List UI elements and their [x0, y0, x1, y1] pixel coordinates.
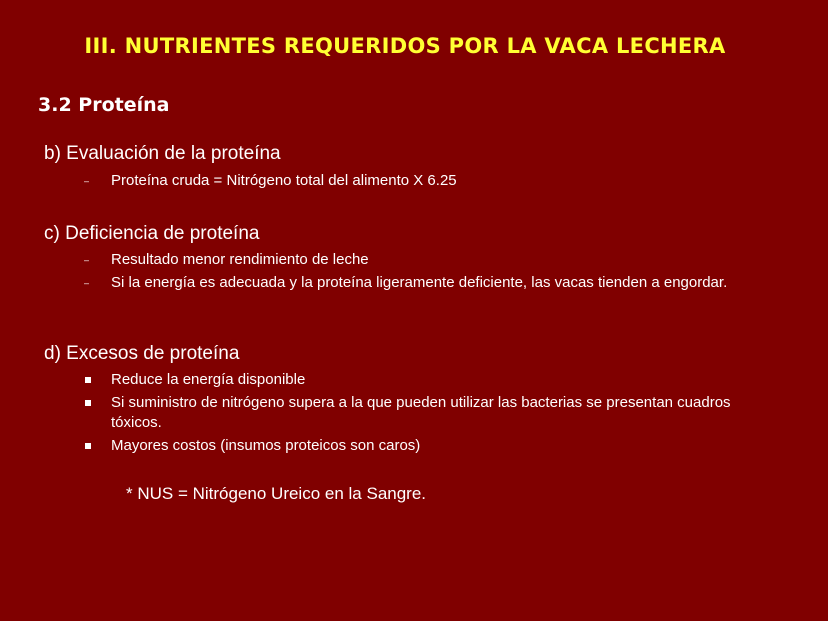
slide-subtitle: 3.2 Proteína: [38, 94, 170, 116]
list-item: – Si la energía es adecuada y la proteína ligeramente deficiente, las vacas tienden a engordar.: [84, 273, 766, 293]
slide-title: III. NUTRIENTES REQUERIDOS POR LA VACA LECHERA: [84, 34, 726, 58]
section-list-excesos: [84, 370, 766, 459]
list-item: – Proteína cruda = Nitrógeno total del alimento X 6.25: [84, 171, 766, 191]
list-item: Mayores costos (insumos proteicos son caros): [84, 436, 766, 456]
list-item: Reduce la energía disponible: [84, 370, 766, 390]
list-item: Si suministro de nitrógeno supera a la que pueden utilizar las bacterias se presentan cuadros tóxicos.: [84, 393, 766, 433]
section-heading-excesos: d) Excesos de proteína: [44, 343, 240, 364]
section-heading-deficiencia: c) Deficiencia de proteína: [44, 223, 260, 244]
list-item: – Resultado menor rendimiento de leche: [84, 250, 766, 270]
section-heading-evaluacion: b) Evaluación de la proteína: [44, 143, 281, 164]
section-list-deficiencia: [84, 250, 766, 296]
section-list-evaluacion: [84, 171, 766, 194]
footnote: * NUS = Nitrógeno Ureico en la Sangre.: [126, 484, 427, 503]
